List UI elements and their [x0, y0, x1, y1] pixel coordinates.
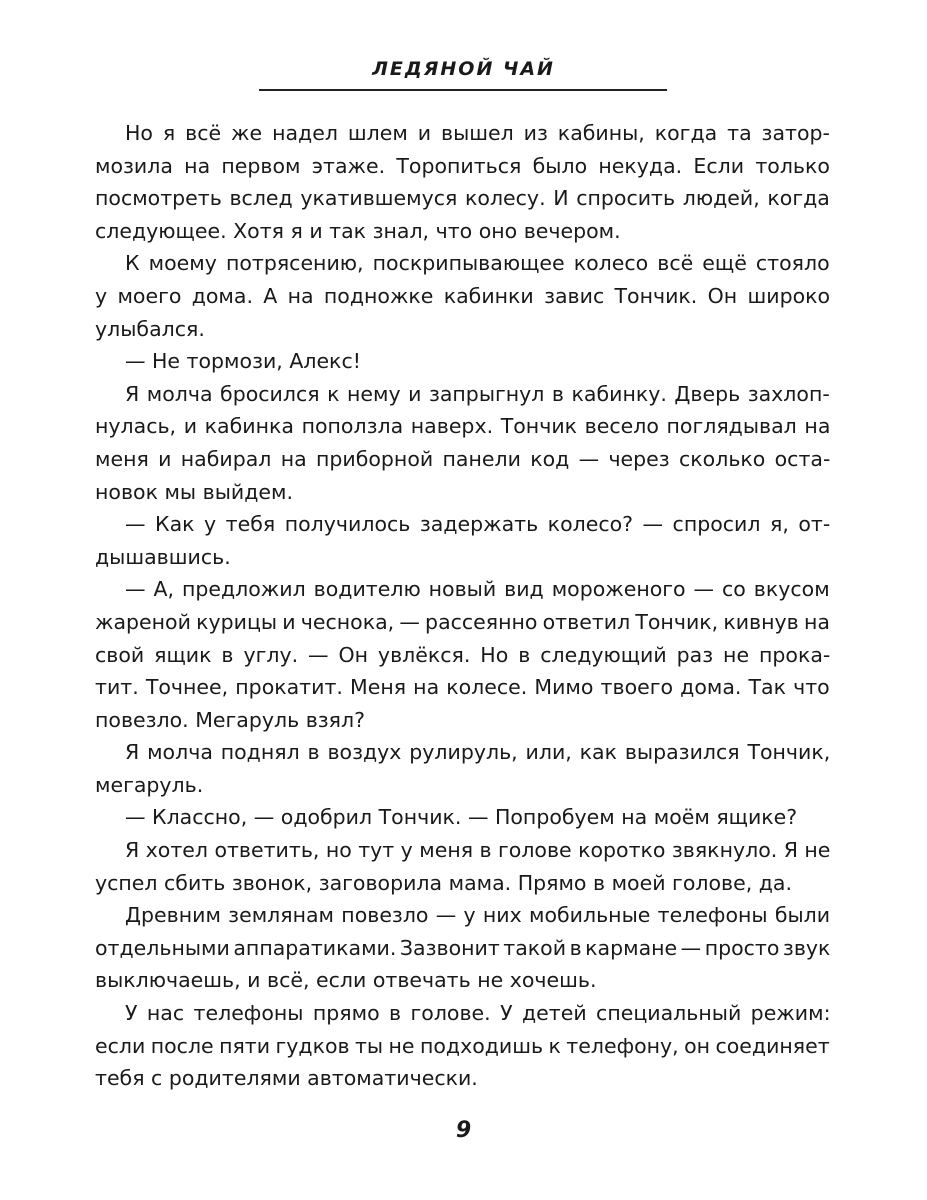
text-line: свой ящик в углу. — Он увлёкся. Но в следующий раз не прока-	[95, 642, 831, 667]
paragraph	[95, 378, 830, 508]
text-line: нулась, и кабинка поползла наверх. Тончик весело поглядывал на	[95, 414, 831, 439]
text-line: тит. Точнее, прокатит. Меня на колесе. Мимо твоего дома. Так что	[95, 675, 830, 700]
text-line: повезло. Мегаруль взял?	[95, 707, 365, 732]
text-line: следующее. Хотя я и так знал, что оно вечером.	[95, 218, 621, 243]
paragraph	[95, 508, 830, 573]
text-line: успел сбить звонок, заговорила мама. Прямо в моей голове, да.	[95, 870, 792, 895]
text-line: тебя с родителями автоматически.	[95, 1066, 478, 1091]
paragraph	[95, 345, 830, 378]
text-line: — Не тормози, Алекс!	[125, 349, 361, 374]
text-line: Я хотел ответить, но тут у меня в голове коротко звякнуло. Я не	[125, 838, 831, 863]
text-line: отдельными аппаратиками. Зазвонит такой в кармане — просто звук	[95, 935, 831, 960]
text-line: если после пяти гудков ты не подходишь к телефону, он соединяет	[95, 1033, 830, 1058]
header-rule	[259, 89, 667, 91]
paragraph	[95, 997, 830, 1095]
text-line: — Классно, — одобрил Тончик. — Попробуем на моём ящике?	[125, 805, 798, 830]
running-header: ЛЕДЯНОЙ ЧАЙ	[372, 58, 555, 80]
text-line: К моему потрясению, поскрипывающее колесо всё ещё стояло	[125, 251, 830, 276]
text-line: новок мы выйдем.	[95, 479, 293, 504]
text-line: — А, предложил водителю новый вид мороженого — со вкусом	[125, 577, 830, 602]
text-line: Древним землянам повезло — у них мобильные телефоны были	[125, 903, 831, 928]
text-line: мегаруль.	[95, 772, 204, 797]
text-line: меня и набирал на приборной панели код — через сколько оста-	[95, 446, 831, 471]
paragraph	[95, 117, 830, 247]
text-line: Я молча поднял в воздух рулируль, или, как выразился Тончик,	[125, 740, 831, 765]
text-line: у моего дома. А на подножке кабинки завис Тончик. Он широко	[95, 283, 831, 308]
paragraph	[95, 801, 830, 834]
text-line: жареной курицы и чеснока, — рассеянно ответил Тончик, кивнув на	[95, 609, 830, 634]
paragraph	[95, 736, 830, 801]
page-number: 9	[455, 1118, 472, 1143]
text-line: — Как у тебя получилось задержать колесо? — спросил я, от-	[125, 512, 831, 537]
paragraph	[95, 899, 830, 997]
text-line: Но я всё же надел шлем и вышел из кабины, когда та затор-	[125, 121, 830, 145]
paragraph	[95, 573, 830, 736]
paragraph	[95, 247, 830, 345]
text-line: мозила на первом этаже. Торопиться было некуда. Если только	[95, 153, 830, 178]
text-line: выключаешь, и всё, если отвечать не хочешь.	[95, 968, 597, 993]
text-line: Я молча бросился к нему и запрыгнул в кабинку. Дверь захлоп-	[125, 381, 830, 406]
paragraph	[95, 834, 830, 899]
page-body	[95, 117, 830, 1095]
text-line: дышавшись.	[95, 544, 231, 569]
text-line: У нас телефоны прямо в голове. У детей специальный режим:	[125, 1001, 831, 1026]
text-line: посмотреть вслед укатившемуся колесу. И спросить людей, когда	[95, 186, 830, 211]
text-line: улыбался.	[95, 316, 205, 341]
